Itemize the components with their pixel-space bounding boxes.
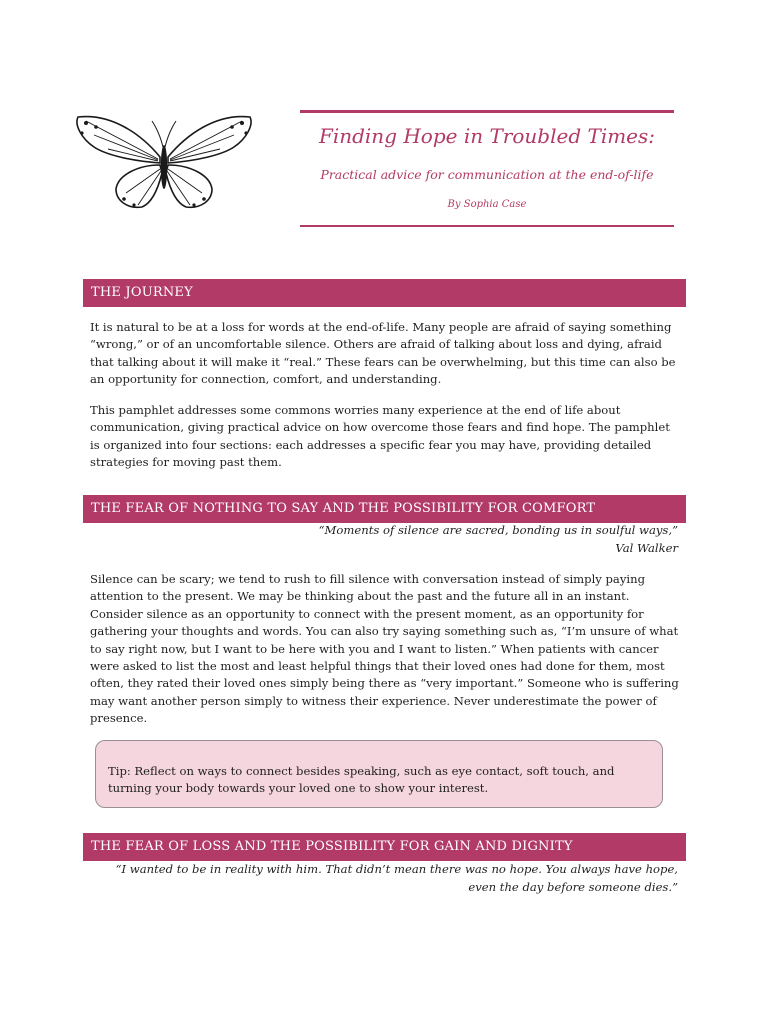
section-heading-loss: THE FEAR OF LOSS AND THE POSSIBILITY FOR GAIN AND DIGNITY [83, 833, 686, 861]
header-rule-top [300, 110, 674, 113]
quote-reality-line-2: even the day before someone dies.” [468, 880, 678, 894]
butterfly-icon [72, 105, 256, 217]
header-rule-bottom [300, 225, 674, 227]
silence-paragraph: Silence can be scary; we tend to rush to fill silence with conversation instead of simply paying attention to the present. We may be thinking about the past and the future all in an instant. Consider silence as an opportunity to connect with the present moment, as an opportunity for gathering your thoughts and words. You can also try saying something such as, “I’m unsure of what to say right now, but I want to be here with you and I want to listen.” When patients with cancer were asked to list the most and least helpful things that their loved ones had done for them, most often, they rated their loved ones simply being there as “very important.” Someone who is suffering may want another person simply to witness their experience. Never underestimate the power of presence. [90, 572, 679, 726]
quote-author: Val Walker [615, 541, 678, 555]
tip-box [95, 740, 663, 808]
quote-silence: “Moments of silence are sacred, bonding us in soulful ways,” [318, 523, 678, 537]
page-title: Finding Hope in Troubled Times: [318, 124, 656, 148]
tip-text: Tip: Reflect on ways to connect besides speaking, such as eye contact, soft touch, and turning your body towards your loved one to show your interest. [108, 764, 615, 796]
section-heading-journey: THE JOURNEY [83, 279, 686, 307]
byline: By Sophia Case [447, 199, 527, 210]
section-heading-nothing-to-say: THE FEAR OF NOTHING TO SAY AND THE POSSIBILITY FOR COMFORT [83, 495, 686, 523]
journey-paragraph-1: It is natural to be at a loss for words at the end-of-life. Many people are afraid of saying something “wrong,” or of an uncomfortable silence. Others are afraid of talking about loss and dying, afraid that talking about it will make it “real.” These fears can be overwhelming, but this time can also be an opportunity for connection, comfort, and understanding. [90, 320, 676, 387]
page-subtitle: Practical advice for communication at the end-of-life [320, 167, 654, 182]
journey-paragraph-2: This pamphlet addresses some commons worries many experience at the end of life about communication, giving practical advice on how overcome those fears and find hope. The pamphlet is organized into four sections: each addresses a specific fear you may have, providing detailed strategies for moving past them. [90, 403, 670, 470]
quote-reality-line-1: “I wanted to be in reality with him. That didn’t mean there was no hope. You always have hope, [115, 862, 678, 876]
